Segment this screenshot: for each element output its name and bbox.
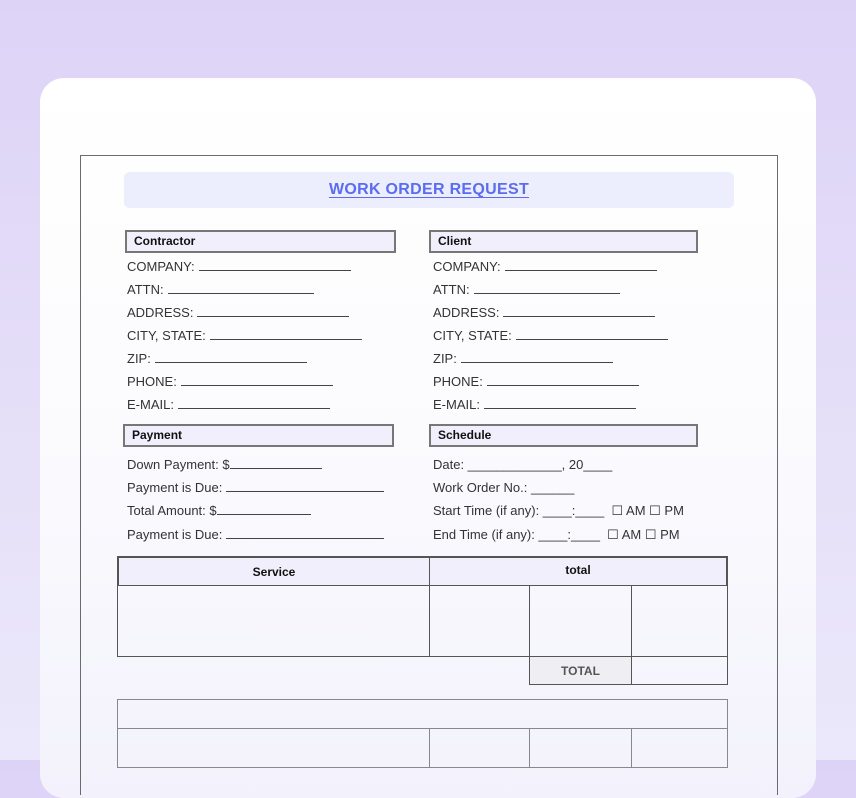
client-field-zip[interactable] [433, 351, 613, 366]
payment-due-field-2[interactable] [127, 527, 384, 542]
field-label: PHONE: [127, 374, 177, 389]
field-label: E-MAIL: [127, 397, 174, 412]
total-value-cell[interactable] [631, 656, 728, 685]
section-schedule: Schedule [429, 424, 698, 447]
payment-due-field[interactable] [127, 480, 384, 495]
client-field-address[interactable] [433, 305, 655, 320]
field-label: CITY, STATE: [127, 328, 206, 343]
total-header: total [429, 556, 728, 586]
contractor-field-attn[interactable] [127, 282, 314, 297]
section-client: Client [429, 230, 698, 253]
page-title: WORK ORDER REQUEST [328, 181, 530, 198]
contractor-field-address[interactable] [127, 305, 349, 320]
field-line [181, 376, 333, 386]
field-line [474, 284, 620, 294]
contractor-field-citystate[interactable] [127, 328, 362, 343]
section-payment: Payment [123, 424, 394, 447]
date-field[interactable]: Date: _____________, 20____ [433, 457, 613, 472]
field-label: Down Payment: $ [127, 457, 230, 472]
field-line [505, 261, 657, 271]
contractor-field-zip[interactable] [127, 351, 307, 366]
field-label: COMPANY: [433, 259, 501, 274]
field-line [484, 399, 636, 409]
qty-cell[interactable] [429, 585, 530, 657]
field-line [178, 399, 330, 409]
client-field-citystate[interactable] [433, 328, 668, 343]
field-label: ATTN: [433, 282, 470, 297]
field-line [487, 376, 639, 386]
table-cell[interactable] [117, 728, 430, 768]
client-field-attn[interactable] [433, 282, 620, 297]
field-line [461, 353, 613, 363]
field-line [516, 330, 668, 340]
title-banner [124, 172, 734, 208]
field-line [199, 261, 351, 271]
total-label: TOTAL [529, 656, 632, 685]
field-label: ATTN: [127, 282, 164, 297]
field-line [155, 353, 307, 363]
field-label: ZIP: [433, 351, 457, 366]
end-time-field[interactable]: End Time (if any): ____:____ ☐ AM ☐ PM [433, 527, 680, 542]
field-label: Total Amount: $ [127, 503, 217, 518]
field-line [197, 307, 349, 317]
field-label: Payment is Due: [127, 480, 223, 495]
client-field-email[interactable] [433, 397, 636, 412]
service-cell[interactable] [117, 585, 430, 657]
field-label: ZIP: [127, 351, 151, 366]
field-label: CITY, STATE: [433, 328, 512, 343]
client-field-phone[interactable] [433, 374, 639, 389]
work-order-no-field[interactable]: Work Order No.: ______ [433, 480, 575, 495]
second-table-header [117, 699, 728, 729]
contractor-field-email[interactable] [127, 397, 330, 412]
table-cell[interactable] [631, 728, 728, 768]
field-label: COMPANY: [127, 259, 195, 274]
field-line [503, 307, 655, 317]
contractor-field-company[interactable] [127, 259, 351, 274]
field-label: ADDRESS: [433, 305, 500, 320]
contractor-field-phone[interactable] [127, 374, 333, 389]
field-line [210, 330, 362, 340]
client-field-company[interactable] [433, 259, 657, 274]
down-payment-field[interactable] [127, 457, 322, 472]
field-label: Payment is Due: [127, 527, 223, 542]
section-contractor: Contractor [125, 230, 396, 253]
field-label: ADDRESS: [127, 305, 194, 320]
total-amount-field[interactable] [127, 503, 311, 518]
table-cell[interactable] [529, 728, 632, 768]
table-cell[interactable] [429, 728, 530, 768]
start-time-field[interactable]: Start Time (if any): ____:____ ☐ AM ☐ PM [433, 503, 684, 518]
field-line [168, 284, 314, 294]
field-label: E-MAIL: [433, 397, 480, 412]
field-label: PHONE: [433, 374, 483, 389]
service-header: Service [117, 556, 430, 586]
